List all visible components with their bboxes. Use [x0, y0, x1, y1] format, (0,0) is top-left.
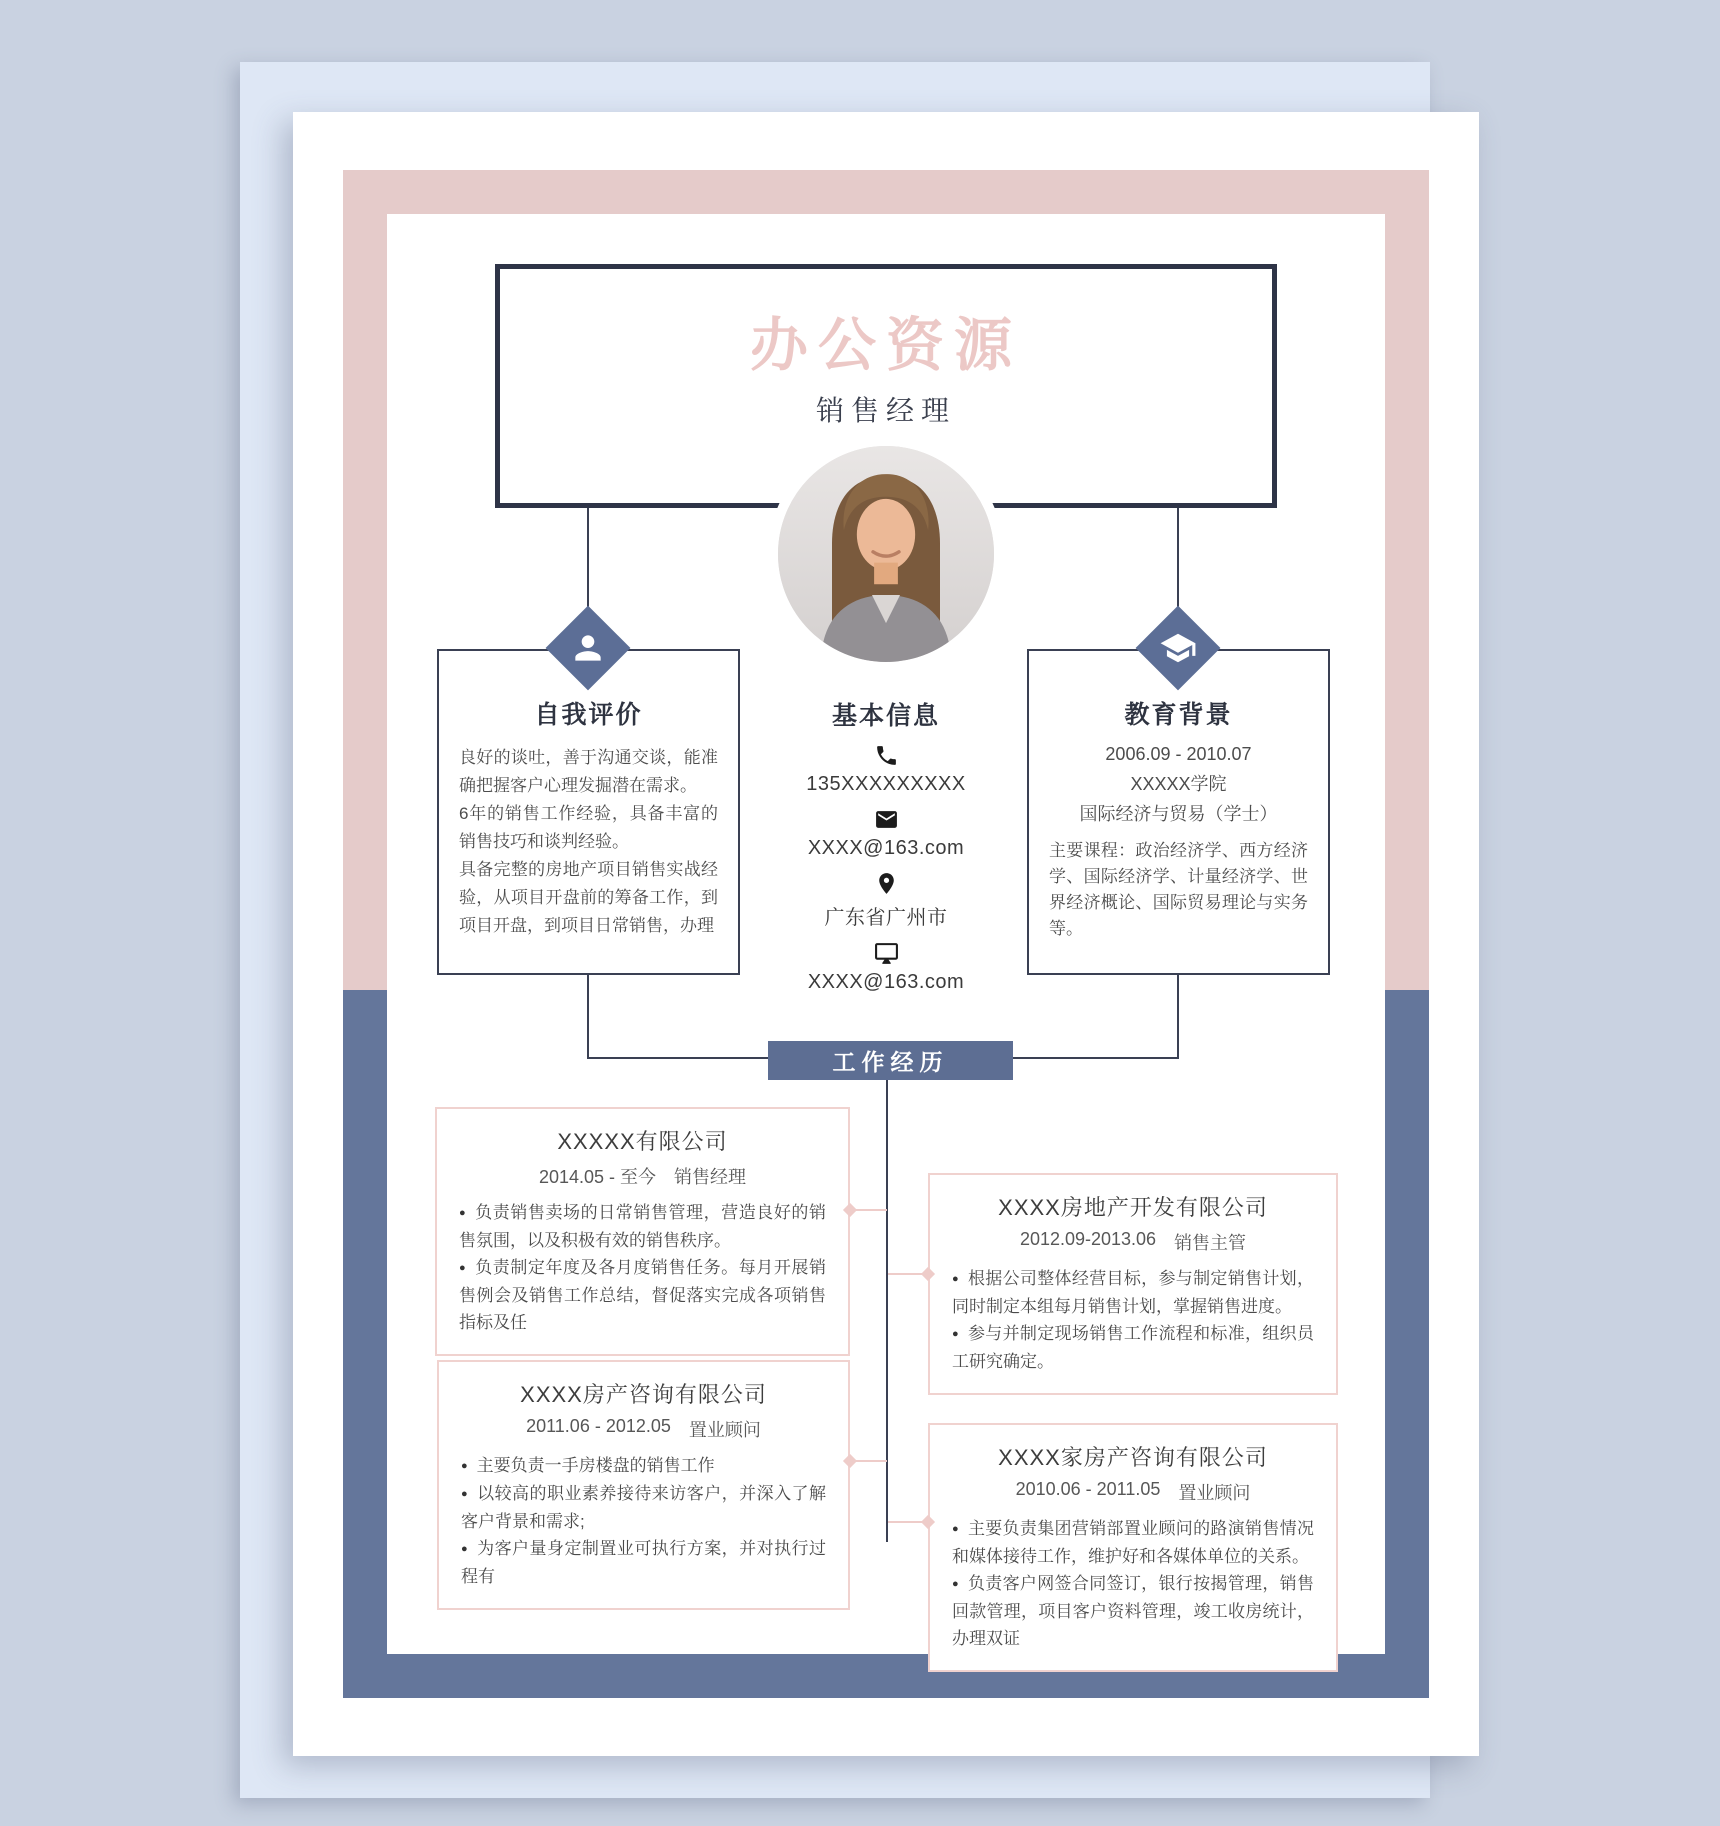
self-evaluation-title: 自我评价 [534, 701, 643, 729]
work-experience-banner [768, 1041, 1013, 1080]
phone-icon [874, 743, 899, 768]
email-address: XXXX@163.com [807, 837, 965, 859]
job-meta [952, 1229, 1314, 1255]
job-company: XXXXX有限公司 [557, 1129, 728, 1154]
education-school: XXXXX学院 [1130, 774, 1227, 794]
user-icon [569, 629, 607, 667]
education-major: 国际经济与贸易（学士） [1079, 804, 1278, 824]
job-bullet: ● 负责销售卖场的日常销售管理，营造良好的销售氛围，以及积极有效的销售秩序。 [459, 1199, 826, 1254]
job-bullets [952, 1265, 1314, 1375]
job-meta [459, 1163, 826, 1189]
connector-line [587, 975, 589, 1059]
job-bullet: ● 以较高的职业素养接待来访客户，并深入了解客户背景和需求; [461, 1480, 826, 1535]
job-bullet: ● 负责客户网签合同签订，银行按揭管理，销售回款管理，项目客户资料管理，竣工收房统计，办理双证 [952, 1570, 1314, 1652]
connector-line [1013, 1057, 1179, 1059]
job-bullet: ● 主要负责一手房楼盘的销售工作 [461, 1452, 826, 1480]
education-title: 教育背景 [1124, 701, 1233, 729]
job-period: 2010.06 - 2011.05 [1015, 1479, 1161, 1499]
job-card [928, 1173, 1338, 1395]
job-role: 销售经理 [674, 1167, 747, 1187]
portrait-illustration [778, 446, 994, 662]
web-contact-item [808, 941, 964, 994]
location-text: 广东省广州市 [824, 907, 948, 929]
job-period: 2011.06 - 2012.05 [526, 1416, 671, 1436]
resume-page [293, 112, 1479, 1756]
basic-info-section [761, 696, 1011, 994]
frame-left-pink [343, 170, 387, 990]
connector-line [1177, 975, 1179, 1059]
self-evaluation-paragraph: 良好的谈吐，善于沟通交谈，能准确把握客户心理发掘潜在需求。 [459, 748, 718, 795]
job-bullet: ● 参与并制定现场销售工作流程和标准，组织员工研究确定。 [952, 1320, 1314, 1375]
job-meta [952, 1479, 1314, 1505]
job-bullets [459, 1199, 826, 1336]
job-bullets [461, 1452, 826, 1590]
work-experience-title: 工作经历 [832, 1049, 949, 1075]
self-evaluation-text [439, 744, 738, 940]
frame-left-blue [343, 990, 387, 1698]
job-company: XXXX房地产开发有限公司 [998, 1195, 1268, 1220]
self-evaluation-paragraph: 具备完整的房地产项目销售实战经验，从项目开盘前的筹备工作，到项目开盘，到项目日常销售，办理 [459, 860, 718, 935]
job-title-subtitle: 销售经理 [815, 395, 956, 426]
location-item [825, 871, 948, 930]
education-section [1027, 649, 1330, 975]
web-contact-text: XXXX@163.com [807, 971, 965, 993]
job-bullet: ● 为客户量身定制置业可执行方案，并对执行过程有 [461, 1535, 826, 1590]
monitor-icon [874, 941, 899, 966]
job-meta [461, 1416, 826, 1442]
job-role: 销售主管 [1174, 1233, 1247, 1253]
job-role: 置业顾问 [1178, 1483, 1251, 1503]
job-card [928, 1423, 1338, 1672]
frame-right-pink [1385, 170, 1429, 990]
job-role: 置业顾问 [688, 1420, 761, 1440]
job-company: XXXX家房产咨询有限公司 [998, 1445, 1268, 1470]
education-period: 2006.09 - 2010.07 [1105, 744, 1252, 764]
graduation-cap-icon [1159, 629, 1197, 667]
job-bullet: ● 主要负责集团营销部置业顾问的路演销售情况和媒体接待工作，维护好和各媒体单位的关系。 [952, 1515, 1314, 1570]
phone-number: 135XXXXXXXXX [806, 773, 966, 795]
location-pin-icon [874, 871, 899, 896]
email-item [808, 807, 964, 860]
mail-icon [874, 807, 899, 832]
self-evaluation-section [437, 649, 740, 975]
timeline-line [886, 1080, 888, 1542]
job-bullet: ● 负责制定年度及各月度销售任务。每月开展销售例会及销售工作总结，督促落实完成各项销售指标及任 [459, 1254, 826, 1336]
job-company: XXXX房产咨询有限公司 [520, 1382, 767, 1407]
education-courses: 主要课程：政治经济学、西方经济学、国际经济学、计量经济学、世界经济概论、国际贸易理论与实务等。 [1049, 841, 1308, 938]
frame-top-pink [343, 170, 1429, 214]
profile-photo [768, 436, 1004, 672]
page-title: 办公资源 [749, 313, 1022, 378]
job-card [435, 1107, 850, 1356]
phone-item [806, 743, 965, 796]
job-bullet: ● 根据公司整体经营目标，参与制定销售计划，同时制定本组每月销售计划，掌握销售进度。 [952, 1265, 1314, 1320]
frame-right-blue [1385, 990, 1429, 1698]
job-bullets [952, 1515, 1314, 1652]
connector-line [588, 1057, 768, 1059]
job-period: 2012.09-2013.06 [1019, 1229, 1157, 1249]
job-period: 2014.05 - 至今 [538, 1167, 657, 1187]
basic-info-title: 基本信息 [831, 702, 940, 730]
job-card [437, 1360, 850, 1610]
self-evaluation-paragraph: 6年的销售工作经验，具备丰富的销售技巧和谈判经验。 [459, 804, 718, 851]
